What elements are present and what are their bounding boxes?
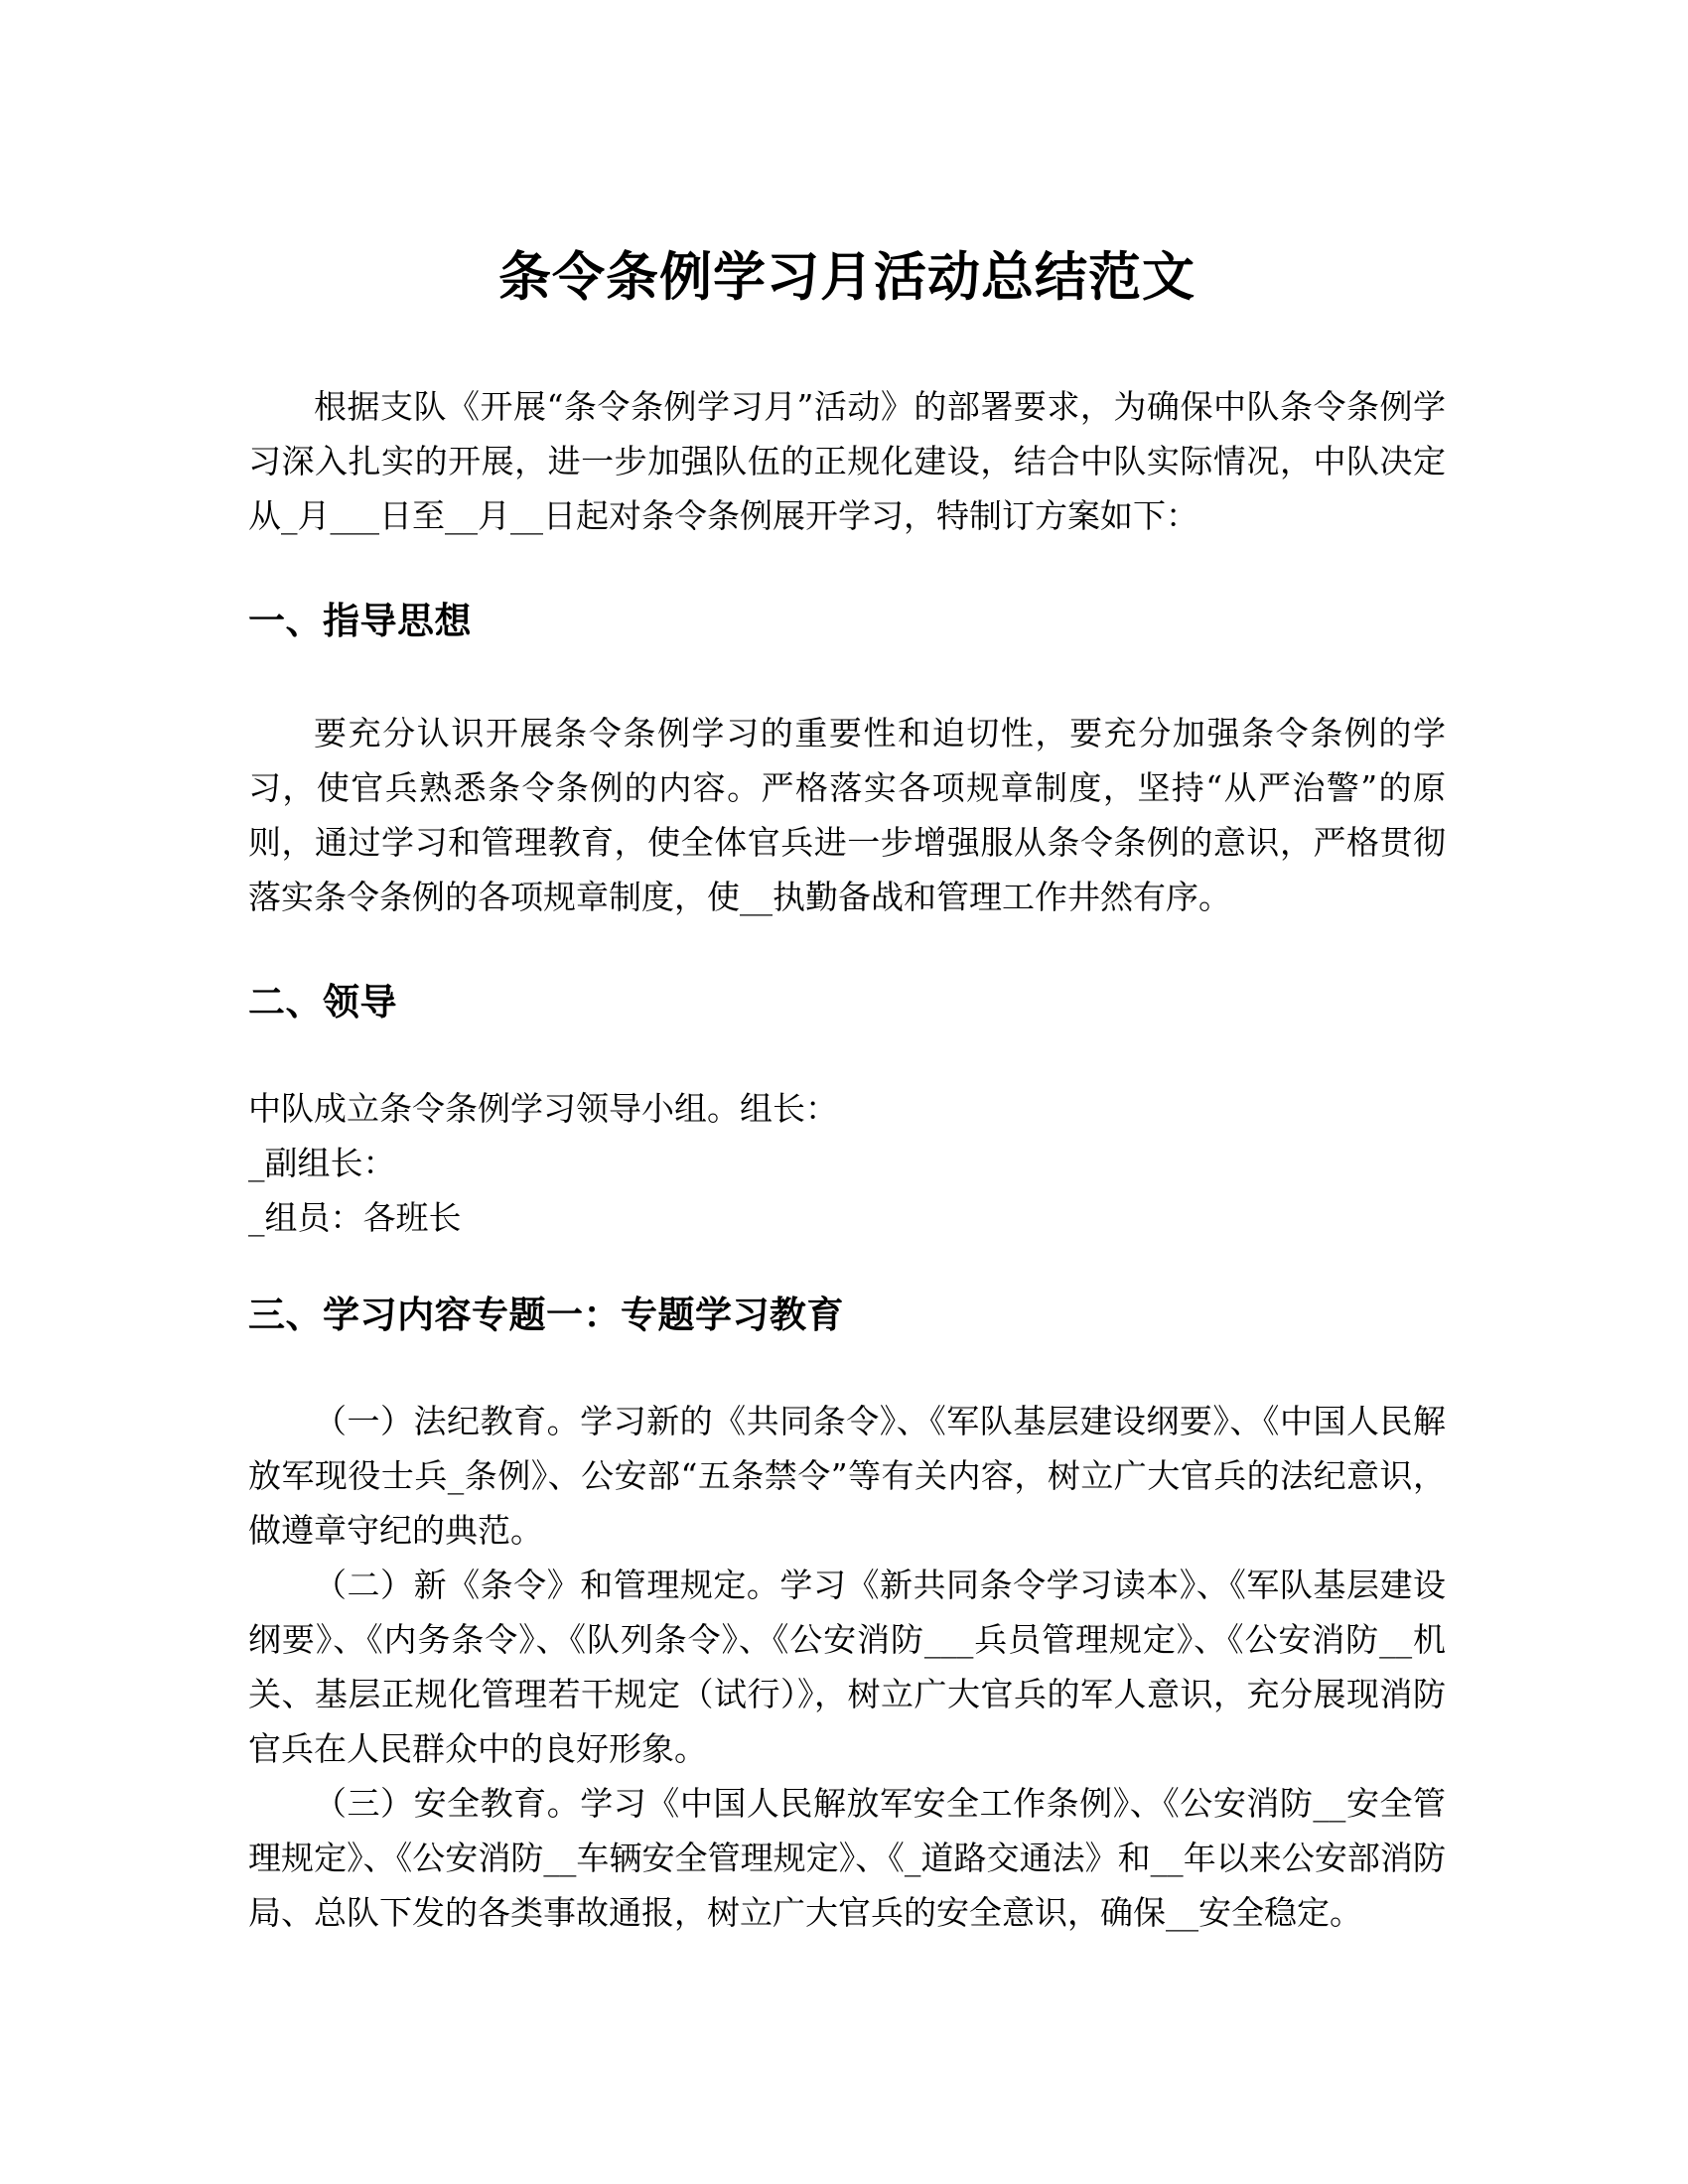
spacer bbox=[248, 1025, 1446, 1081]
section-heading-2: 二、领导 bbox=[248, 980, 397, 1024]
section-2-line-1: 中队成立条令条例学习领导小组。组长： bbox=[248, 1089, 838, 1129]
section-1-paragraph-1: 要充分认识开展条令条例学习的重要性和迫切性，要充分加强条令条例的学习，使官兵熟悉条令条例的内容。严格落实各项规章制度，坚持“从严治警”的原则，通过学习和管理教育，使全体官兵进一步增强服从条令条例的意识，严格贯彻落实条令条例的各项规章制度，使__执勤备战和管理工作井然有序。 bbox=[248, 713, 1446, 916]
section-3-paragraph-1: （一）法纪教育。学习新的《共同条令》、《军队基层建设纲要》、《中国人民解放军现役士兵_条例》、公安部“五条禁令”等有关内容，树立广大官兵的法纪意识，做遵章守纪的典范。 bbox=[248, 1402, 1446, 1551]
section-2-line-2: _副组长： bbox=[248, 1144, 396, 1183]
section-heading-1: 一、指导思想 bbox=[248, 599, 472, 642]
section-heading-3: 三、学习内容专题一：专题学习教育 bbox=[248, 1294, 844, 1337]
section-2-line-3: _组员：各班长 bbox=[248, 1198, 462, 1238]
spacer bbox=[248, 924, 1446, 980]
section-3-paragraph-3: （三）安全教育。学习《中国人民解放军安全工作条例》、《公安消防__安全管理规定》、《公安消防__车辆安全管理规定》、《_道路交通法》和__年以来公安部消防局、总队下发的各类事故通报，树立广大官兵的安全意识，确保__安全稳定。 bbox=[248, 1784, 1446, 1933]
document-content bbox=[248, 0, 1446, 1940]
spacer bbox=[248, 644, 1446, 706]
title-spacer bbox=[248, 310, 1446, 379]
section-3-paragraph-2: （二）新《条令》和管理规定。学习《新共同条令学习读本》、《军队基层建设纲要》、《内务条令》、《队列条令》、《公安消防___兵员管理规定》、《公安消防__机关、基层正规化管理若干规定（试行）》，树立广大官兵的军人意识，充分展现消防官兵在人民群众中的良好形象。 bbox=[248, 1566, 1446, 1769]
page-title: 条令条例学习月活动总结范文 bbox=[498, 246, 1196, 308]
spacer bbox=[248, 543, 1446, 599]
spacer bbox=[248, 1245, 1446, 1293]
intro-paragraph: 根据支队《开展“条令条例学习月”活动》的部署要求，为确保中队条令条例学习深入扎实的开展，进一步加强队伍的正规化建设，结合中队实际情况，中队决定从_月___日至__月__日起对条令条例展开学习，特制订方案如下： bbox=[248, 386, 1446, 535]
spacer bbox=[248, 1338, 1446, 1394]
